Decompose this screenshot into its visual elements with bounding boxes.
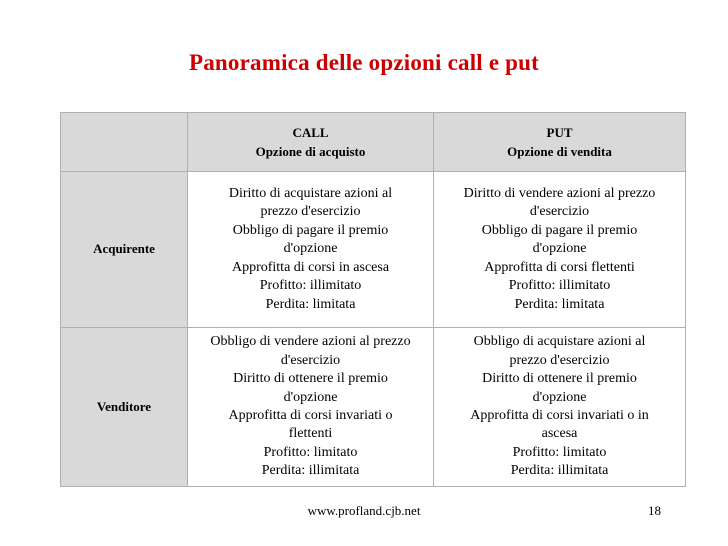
cell-line: Perdita: limitata [514, 296, 605, 312]
header-put [434, 113, 686, 172]
header-call-title: CALL [292, 125, 329, 140]
header-put-title: PUT [546, 125, 573, 140]
cell-line: Perdita: illimitata [261, 463, 360, 479]
cell-line: Obbligo di vendere azioni al prezzo [210, 334, 411, 350]
cell-line: Approfitta di corsi flettenti [484, 259, 635, 275]
cell-line: prezzo d'esercizio [260, 204, 361, 220]
cell-line: Perdita: illimitata [510, 463, 609, 479]
cell-line: Approfitta di corsi in ascesa [231, 259, 390, 275]
row-label: Venditore [61, 328, 188, 487]
cell-line: d'esercizio [529, 204, 590, 220]
slide-title: Panoramica delle opzioni call e put [188, 50, 540, 75]
footer-url: www.profland.cjb.net [307, 503, 421, 518]
cell-line: Diritto di acquistare azioni al [228, 186, 393, 202]
table-row-acquirente [61, 172, 686, 328]
cell-line: Perdita: limitata [265, 296, 356, 312]
header-put-subtitle: Opzione di vendita [507, 144, 612, 159]
cell-line: d'esercizio [280, 352, 341, 368]
cell-acquirente-call [188, 172, 434, 328]
cell-line: Profitto: limitato [512, 444, 607, 460]
cell-acquirente-put [434, 172, 686, 328]
cell-line: prezzo d'esercizio [509, 352, 610, 368]
cell-line: Obbligo di pagare il premio [481, 222, 638, 238]
header-call-subtitle: Opzione di acquisto [255, 144, 366, 159]
header-call [188, 113, 434, 172]
cell-line: ascesa [541, 426, 578, 442]
cell-line: Diritto di ottenere il premio [233, 371, 388, 387]
cell-line: Diritto di vendere azioni al prezzo [463, 186, 656, 202]
cell-venditore-put [434, 328, 686, 487]
cell-venditore-call [188, 328, 434, 487]
header-row [61, 113, 686, 172]
cell-line: Obbligo di pagare il premio [232, 222, 389, 238]
row-label: Acquirente [61, 172, 188, 328]
cell-line: d'opzione [532, 389, 587, 405]
cell-line: flettenti [288, 426, 333, 442]
options-table [60, 112, 686, 487]
cell-line: d'opzione [283, 389, 338, 405]
cell-line: Profitto: illimitato [508, 278, 611, 294]
cell-line: Diritto di ottenere il premio [482, 371, 637, 387]
cell-line: Obbligo di acquistare azioni al [473, 334, 646, 350]
cell-line: d'opzione [283, 241, 338, 257]
table-row-venditore [61, 328, 686, 487]
cell-line: Approfitta di corsi invariati o [228, 408, 393, 423]
cell-line: Profitto: illimitato [259, 278, 362, 294]
cell-line: Approfitta di corsi invariati o in [470, 408, 649, 423]
cell-line: d'opzione [532, 241, 587, 257]
cell-line: Profitto: limitato [263, 444, 358, 460]
page-number: 18 [648, 503, 661, 518]
corner-cell [61, 113, 188, 172]
